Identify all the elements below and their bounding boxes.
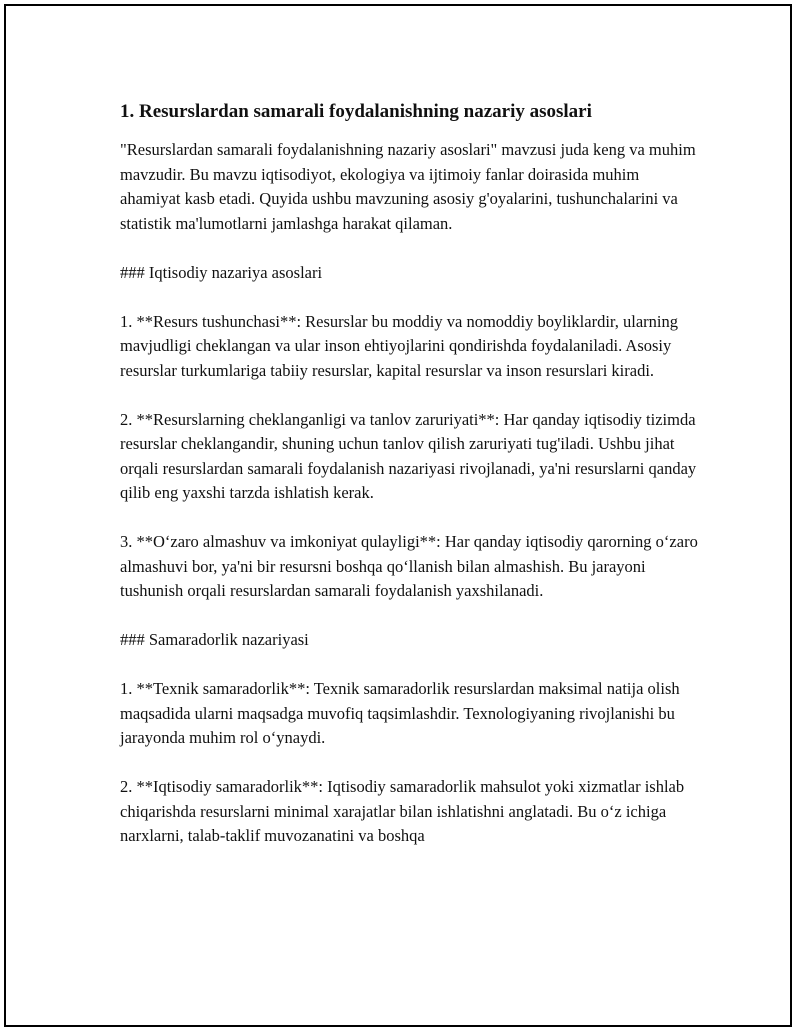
list-item-economic-efficiency: 2. **Iqtisodiy samaradorlik**: Iqtisodiy samaradorlik mahsulot yoki xizmatlar ishlab chiqarishda resurslarni minimal xarajatlar bilan ishlatishni anglatadi. Bu o‘z ichiga narxlarni, talab-taklif muvozanatini va boshqa (120, 777, 685, 845)
section-heading-economic-theory: ### Iqtisodiy nazariya asoslari (120, 262, 323, 282)
section-heading-efficiency-theory: ### Samaradorlik nazariyasi (120, 630, 309, 649)
document-page (4, 4, 792, 1027)
list-item-resource-scarcity: 2. **Resurslarning cheklanganligi va tanlov zaruriyati**: Har qanday iqtisodiy tizimda resurslar cheklangandir, shuning uchun tanlov qilish zaruriyati tug'iladi. Ushbu jihat orqali resurslardan samarali foydalanish nazariyasi rivojlanadi, ya'ni resurslarni qanday qilib eng yaxshi tarzda ishlatish kerak. (120, 409, 697, 502)
list-item-resource-concept: 1. **Resurs tushunchasi**: Resurslar bu moddiy va nomoddiy boyliklardir, ularning mavjudligi cheklangan va ular inson ehtiyojlarini qondirishda foydalaniladi. Asosiy resurslar turkumlariga tabiiy resurslar, kapital resurslar va inson resurslari kiradi. (120, 311, 678, 380)
document-body (120, 99, 700, 873)
list-item-technical-efficiency: 1. **Texnik samaradorlik**: Texnik samaradorlik resurslardan maksimal natija olish maqsadida ularni maqsadga muvofiq taqsimlashdir. Texnologiyaning rivojlanishi bu jarayonda muhim rol o‘ynaydi. (120, 679, 680, 747)
document-title: 1. Resurslardan samarali foydalanishning nazariy asoslari (120, 101, 592, 122)
intro-paragraph: "Resurslardan samarali foydalanishning nazariy asoslari" mavzusi juda keng va muhim mavzudir. Bu mavzu iqtisodiyot, ekologiya va ijtimoiy fanlar doirasida muhim ahamiyat kasb etadi. Quyida ushbu mavzuning asosiy g'oyalarini, tushunchalarini va statistik ma'lumotlarni jamlashga harakat qilaman. (120, 140, 696, 233)
list-item-tradeoff: 3. **O‘zaro almashuv va imkoniyat qulayligi**: Har qanday iqtisodiy qarorning o‘zaro almashuvi bor, ya'ni bir resursni boshqa qo‘llanish bilan almashish. Bu jarayoni tushunish orqali resurslardan samarali foydalanish yaxshilanadi. (120, 532, 698, 600)
